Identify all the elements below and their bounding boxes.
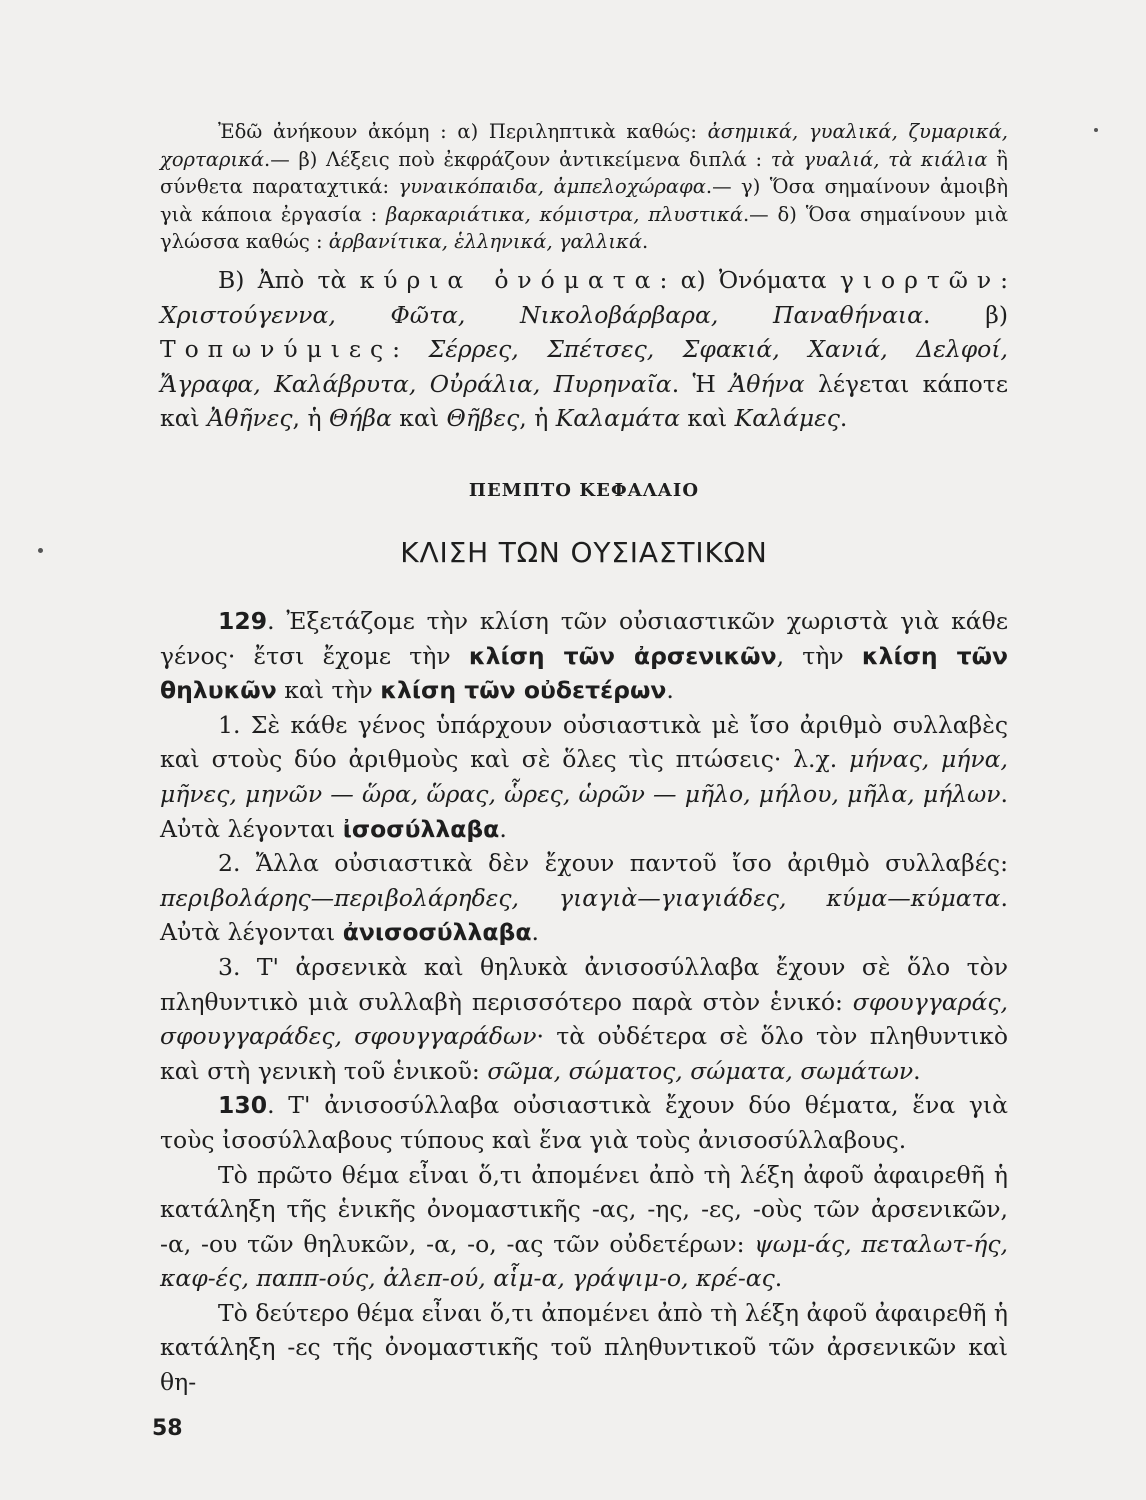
intro-paragraph-b: [160, 263, 1008, 436]
scan-speck: [38, 548, 43, 553]
page-number: 58: [152, 1416, 183, 1441]
paragraph-2: 2. Ἄλλα οὐσιαστικὰ δὲν ἔχουν παντοῦ ἴσο ἀριθμὸ συλλαβές: περιβολάρης—περιβολάρηδες, γιαγιὰ—γιαγιάδες, κύμα—κύματα. Αὐτὰ λέγονται ἀνισοσύλλαβα.: [160, 849, 1008, 947]
section-number-130: 130: [218, 1091, 268, 1120]
scan-speck: [1094, 128, 1098, 132]
paragraph-5: Τὸ δεύτερο θέμα εἶναι ὅ,τι ἀπομένει ἀπὸ τὴ λέξη ἀφοῦ ἀφαιρεθῆ ἡ κατάληξη -ες τῆς ὀνομαστικῆς τοῦ πληθυντικοῦ τῶν ἀρσενικῶν καὶ θη-: [160, 1298, 1008, 1397]
intro-paragraph-1: Ἐδῶ ἀνήκουν ἀκόμη : α) Περιληπτικὰ καθώς: ἀσημικά, γυαλικά, ζυμαρικά, χορταρικά.— β) Λέξεις ποὺ ἐκφράζουν ἀντικείμενα διπλά : τὰ γυαλιά, τὰ κιάλια ἢ σύνθετα παραταχτικά: γυναικόπαιδα, ἀμπελοχώραφα.— γ) Ὅσα σημαίνουν ἀμοιβὴ γιὰ κάποια ἐργασία : βαρκαριάτικα, κόμιστρα, πλυστικά.— δ) Ὅσα σημαίνουν μιὰ γλώσσα καθώς : ἀρβανίτικα, ἑλληνικά, γαλλικά.: [160, 120, 1009, 253]
paragraph-1: 1. Σὲ κάθε γένος ὑπάρχουν οὐσιαστικὰ μὲ ἴσο ἀριθμὸ συλλαβὲς καὶ στοὺς δύο ἀριθμοὺς καὶ σὲ ὅλες τὶς πτώσεις· λ.χ. μήνας, μήνα, μῆνες, μηνῶν — ὥρα, ὥρας, ὧρες, ὡρῶν — μῆλο, μήλου, μῆλα, μήλων. Αὐτὰ λέγονται ἰσοσύλλαβα.: [160, 710, 1009, 843]
intro-paragraph-a: [160, 118, 1008, 256]
section-number-129: 129: [218, 607, 268, 635]
paragraph-4: Τὸ πρῶτο θέμα εἶναι ὅ,τι ἀπομένει ἀπὸ τὴ λέξη ἀφοῦ ἀφαιρεθῆ ἡ κατάληξη τῆς ἑνικῆς ὀνομαστικῆς -ας, -ης, -ες, -οὺς τῶν ἀρσενικῶν, -α, -ου τῶν θηλυκῶν, -α, -ο, -ας τῶν οὐδετέρων: ψωμ-άς, πεταλωτ-ής, καφ-ές, παππ-ούς, ἀλεπ-ού, αἷμ-α, γράψιμ-ο, κρέ-ας.: [160, 1160, 1008, 1293]
section-130: 130. Τ' ἀνισοσύλλαβα οὐσιαστικὰ ἔχουν δύο θέματα, ἕνα γιὰ τοὺς ἰσοσύλλαβους τύπους καὶ ἕνα γιὰ τοὺς ἀνισοσύλλαβους.: [160, 1091, 1008, 1154]
chapter-title: ΚΛΙΣΗ ΤΩΝ ΟΥΣΙΑΣΤΙΚΩΝ: [400, 536, 768, 569]
paragraph-3: 3. Τ' ἀρσενικὰ καὶ θηλυκὰ ἀνισοσύλλαβα ἔχουν σὲ ὅλο τὸν πληθυντικὸ μιὰ συλλαβὴ περισσότερο παρὰ στὸν ἑνικό: σφουγγαράς, σφουγγαράδες, σφουγγαράδων· τὰ οὐδέτερα σὲ ὅλο τὸν πληθυντικὸ καὶ στὴ γενικὴ τοῦ ἑνικοῦ: σῶμα, σώματος, σώματα, σωμάτων.: [160, 952, 1008, 1085]
section-129: 129. Ἐξετάζομε τὴν κλίση τῶν οὐσιαστικῶν χωριστὰ γιὰ κάθε γένος· ἔτσι ἔχομε τὴν κλίση τῶν ἀρσενικῶν, τὴν κλίση τῶν θηλυκῶν καὶ τὴν κλίση τῶν οὐδετέρων.: [160, 607, 1008, 705]
intro-paragraph-2: Β) Ἀπὸ τὰ κύρια ὀνόματα: α) Ὀνόματα γιορτῶν: Χριστούγεννα, Φῶτα, Νικολοβάρβαρα, Παναθήναια. β) Τοπωνύμιες: Σέρρες, Σπέτσες, Σφακιά, Χανιά, Δελφοί, Ἄγραφα, Καλάβρυτα, Οὐράλια, Πυρηναῖα. Ἡ Ἀθήνα λέγεται κάποτε καὶ Ἀθῆνες, ἡ Θήβα καὶ Θῆβες, ἡ Καλαμάτα καὶ Καλάμες.: [160, 266, 1009, 433]
chapter-label: ΠΕΜΠΤΟ ΚΕΦΑΛΑΙΟ: [468, 480, 700, 501]
main-text: [160, 604, 1008, 1400]
